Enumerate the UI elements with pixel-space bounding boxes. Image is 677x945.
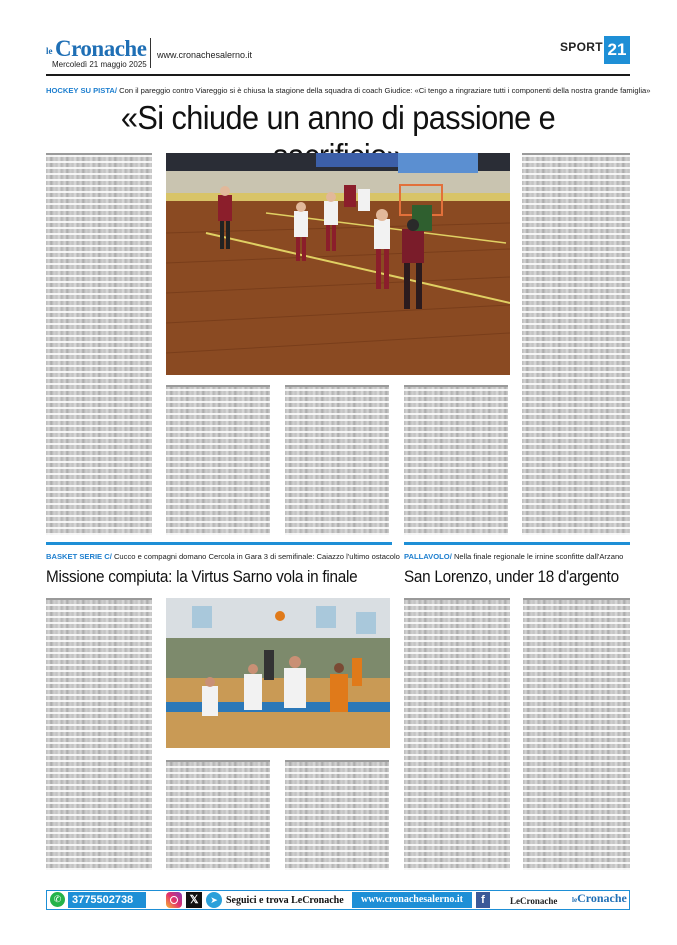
hockey-text-column-4 xyxy=(404,385,508,535)
hockey-kicker-text: Con il pareggio contro Viareggio si è chiusa la stagione della squadra di coach Giudice: «Ci tengo a ringraziare tutti i componenti della nostra grande famiglia» xyxy=(119,86,651,95)
volley-text-column-2 xyxy=(523,598,630,870)
footer-phone[interactable]: 3775502738 xyxy=(68,892,146,908)
footer-logo-name: Cronache xyxy=(577,891,627,905)
volley-kicker xyxy=(404,552,623,561)
hockey-text-column-1 xyxy=(46,153,152,535)
telegram-icon[interactable]: ➤ xyxy=(206,892,222,908)
hockey-headline: «Si chiude un anno di passione e xyxy=(120,99,556,136)
page-number: 21 xyxy=(604,36,630,64)
hockey-text-column-2 xyxy=(166,385,270,535)
hockey-text-column-3 xyxy=(285,385,389,535)
footer-facebook-name[interactable]: LeCronache xyxy=(510,896,558,906)
issue-date: Mercoledì 21 maggio 2025 xyxy=(52,60,147,69)
whatsapp-icon[interactable]: ✆ xyxy=(50,892,65,907)
basket-text-column-3 xyxy=(285,760,389,870)
basket-photo xyxy=(166,598,390,748)
footer-logo-prefix: le xyxy=(572,896,578,904)
hockey-kicker xyxy=(46,86,650,95)
volley-category: PALLAVOLO/ xyxy=(404,552,452,561)
basket-section-rule xyxy=(46,542,392,545)
section-label: SPORT xyxy=(560,40,603,54)
basket-headline: Missione compiuta: la Virtus Sarno vola in finale xyxy=(46,567,358,586)
volley-headline: San Lorenzo, under 18 d'argento xyxy=(404,567,619,586)
hockey-text-column-5 xyxy=(522,153,630,535)
masthead-logo[interactable] xyxy=(46,36,154,70)
instagram-icon[interactable] xyxy=(166,892,182,908)
hockey-category: HOCKEY SU PISTA/ xyxy=(46,86,118,95)
volley-text-column-1 xyxy=(404,598,510,870)
basket-kicker xyxy=(46,552,400,561)
logo-name: Cronache xyxy=(55,36,147,61)
basket-text-column-2 xyxy=(166,760,270,870)
header-divider xyxy=(150,38,151,68)
volley-section-rule xyxy=(404,542,630,545)
header-rule xyxy=(46,74,630,76)
footer-logo xyxy=(572,891,627,906)
footer-url[interactable]: www.cronachesalerno.it xyxy=(352,892,472,908)
facebook-icon[interactable]: f xyxy=(476,892,490,908)
basket-text-column-1 xyxy=(46,598,152,870)
volley-kicker-text: Nella finale regionale le irnine sconfitte dall'Arzano xyxy=(453,552,624,561)
x-icon[interactable]: 𝕏 xyxy=(186,892,202,908)
logo-prefix: le xyxy=(46,46,53,56)
basket-kicker-text: Cucco e compagni domano Cercola in Gara 3 di semifinale: Caiazzo l'ultimo ostacolo xyxy=(113,552,400,561)
hockey-photo xyxy=(166,153,510,375)
site-url[interactable]: www.cronachesalerno.it xyxy=(157,50,253,60)
footer-follow-text: Seguici e trova LeCronache xyxy=(226,895,344,906)
basket-category: BASKET SERIE C/ xyxy=(46,552,112,561)
